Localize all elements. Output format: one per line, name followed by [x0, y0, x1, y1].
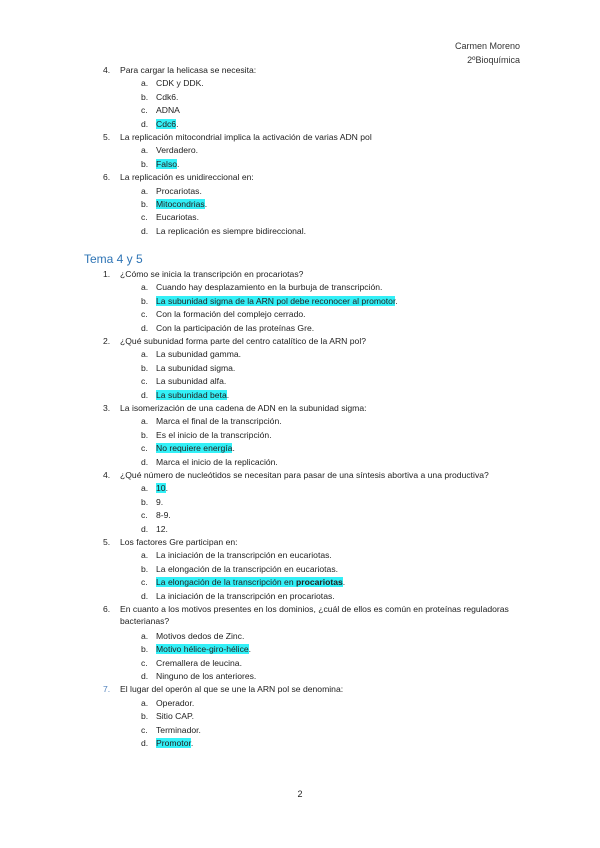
- option-letter: c.: [141, 309, 148, 320]
- option-label: Con la participación de las proteínas Gre.: [156, 322, 315, 333]
- option-letter: c.: [141, 510, 148, 521]
- option-text: [156, 549, 332, 561]
- option-label: Cdk6.: [156, 91, 179, 102]
- option-label: La replicación es siempre bidireccional.: [156, 225, 306, 236]
- option-letter: d.: [141, 671, 149, 681]
- option-label: Sitio CAP.: [156, 711, 195, 722]
- option-letter: a.: [141, 630, 149, 641]
- highlighted-answer: Promotor: [156, 738, 191, 748]
- option-label: Con la formación del complejo cerrado.: [156, 309, 306, 320]
- author-name: Carmen Moreno: [454, 41, 520, 51]
- option-label: 8-9.: [156, 510, 171, 521]
- question-number: 5.: [103, 132, 111, 142]
- option-suffix: .: [232, 443, 235, 454]
- course-name: 2ºBioquímica: [467, 55, 520, 65]
- option-letter: a.: [141, 483, 149, 494]
- question-number: 1.: [103, 269, 111, 279]
- option-label: 12.: [156, 523, 168, 534]
- option-label: La iniciación de la transcripción en eucariotas.: [156, 550, 332, 561]
- question-text: El lugar del operón al que se une la ARN pol se denomina:: [120, 684, 344, 695]
- option-label: La subunidad gamma.: [156, 349, 242, 360]
- option-letter: b.: [141, 711, 149, 722]
- question-number: 6.: [103, 172, 111, 183]
- question-number: 2.: [103, 336, 111, 346]
- option-label: Verdadero.: [156, 145, 199, 156]
- highlighted-answer: La subunidad sigma de la ARN pol debe reconocer al promotor: [156, 295, 396, 306]
- option-label: La subunidad sigma.: [156, 362, 236, 373]
- option-label: La subunidad alfa.: [156, 376, 227, 387]
- bold-text: procariotas: [295, 577, 343, 588]
- option-letter: b.: [141, 362, 149, 373]
- option-letter: d.: [141, 389, 149, 400]
- option-suffix: .: [248, 644, 252, 655]
- option-letter: c.: [141, 724, 148, 735]
- option-letter: c.: [141, 443, 148, 454]
- option-letter: d.: [141, 590, 149, 601]
- option-label: Marca el inicio de la replicación.: [156, 456, 278, 467]
- option-label: Cuando hay desplazamiento en la burbuja de transcripción.: [156, 282, 383, 293]
- option-suffix: .: [165, 483, 168, 494]
- option-label: Eucariotas.: [156, 212, 199, 223]
- option-text: [156, 657, 242, 669]
- option-letter: a.: [141, 145, 149, 156]
- option-label: ADNA: [156, 105, 180, 116]
- option-letter: a.: [141, 697, 149, 708]
- option-letter: a.: [141, 416, 149, 427]
- option-suffix: .: [204, 199, 208, 209]
- option-suffix: .: [395, 295, 398, 306]
- question-text: La isomerización de una cadena de ADN en la subunidad sigma:: [120, 403, 367, 413]
- option-letter: b.: [141, 496, 149, 507]
- option-text: [156, 590, 335, 602]
- option-suffix: .: [342, 577, 346, 588]
- option-text: [156, 737, 193, 749]
- question-number: 3.: [103, 403, 111, 413]
- option-letter: b.: [141, 563, 149, 574]
- option-label: Operador.: [156, 697, 195, 708]
- option-letter: d.: [141, 523, 149, 534]
- option-text: [156, 185, 202, 197]
- option-letter: c.: [141, 105, 148, 116]
- question-text: ¿Qué número de nucleótidos se necesitan para pasar de una síntesis abortiva a una productiva?: [120, 470, 489, 480]
- option-text: [156, 710, 194, 722]
- option-text: [156, 77, 204, 89]
- option-text: [156, 91, 178, 103]
- option-text: [156, 630, 244, 642]
- question-text: Para cargar la helicasa se necesita:: [120, 65, 257, 75]
- option-letter: d.: [141, 322, 149, 333]
- option-text: [156, 415, 282, 427]
- option-letter: a.: [141, 550, 149, 561]
- question-text: En cuanto a los motivos presentes en los dominios, ¿cuál de ellos es común en proteínas reguladoras bacterianas?: [120, 604, 509, 626]
- option-text: [156, 348, 241, 360]
- option-text: [156, 198, 207, 210]
- highlighted-answer: Mitocondrias: [156, 199, 205, 209]
- option-text: [156, 158, 179, 170]
- option-label: CDK y DDK.: [156, 78, 204, 89]
- question-text: La replicación es unidireccional en:: [120, 172, 254, 183]
- option-label: La elongación de la transcripción en eucariotas.: [156, 563, 339, 574]
- option-text: [156, 442, 235, 454]
- option-suffix: .: [190, 738, 194, 748]
- option-label: Procariotas.: [156, 185, 202, 196]
- highlighted-answer: La subunidad beta: [156, 389, 227, 400]
- option-letter: c.: [141, 376, 148, 387]
- option-letter: c.: [141, 577, 148, 588]
- question-number: 7.: [103, 684, 111, 695]
- option-letter: a.: [141, 349, 149, 360]
- highlighted-answer: No requiere energía: [156, 443, 233, 454]
- highlighted-answer: Falso: [156, 158, 178, 169]
- option-label: Ninguno de los anteriores.: [156, 671, 257, 681]
- option-letter: a.: [141, 185, 149, 196]
- option-label: Es el inicio de la transcripción.: [156, 429, 272, 440]
- option-label: La iniciación de la transcripción en procariotas.: [156, 590, 335, 601]
- option-letter: d.: [141, 456, 149, 467]
- question-number: 4.: [103, 470, 111, 480]
- option-letter: c.: [141, 657, 148, 668]
- page-header: [455, 39, 520, 67]
- option-text: [156, 496, 163, 508]
- option-letter: d.: [141, 118, 149, 129]
- option-letter: b.: [141, 295, 149, 306]
- option-text: [156, 281, 382, 293]
- option-suffix: .: [177, 158, 180, 169]
- question-number: 5.: [103, 537, 111, 547]
- page-number: 2: [297, 789, 303, 799]
- option-text: [156, 482, 168, 494]
- option-text: [156, 225, 306, 237]
- option-text: [156, 429, 272, 441]
- option-label: Marca el final de la transcripción.: [156, 416, 282, 427]
- option-text: [156, 563, 338, 575]
- option-text: [156, 576, 345, 588]
- question-text: ¿Cómo se inicia la transcripción en procariotas?: [120, 269, 304, 279]
- option-text: [156, 375, 226, 387]
- option-label: Cremallera de leucina.: [156, 657, 242, 668]
- option-text: [156, 670, 256, 682]
- option-letter: b.: [141, 429, 149, 440]
- highlighted-answer: Motivo hélice-giro-hélice: [156, 644, 249, 655]
- option-text: [156, 118, 178, 130]
- option-label: Motivos dedos de Zinc.: [156, 630, 245, 641]
- option-text: [156, 697, 194, 709]
- option-text: [156, 724, 201, 736]
- option-text: [156, 456, 278, 468]
- option-text: [156, 389, 229, 401]
- option-text: [156, 362, 235, 374]
- option-letter: a.: [141, 282, 149, 293]
- option-label: Terminador.: [156, 724, 201, 735]
- section-title: Tema 4 y 5: [84, 252, 143, 266]
- option-text: [156, 104, 180, 116]
- option-letter: a.: [141, 78, 149, 89]
- option-text: [156, 643, 251, 655]
- option-text: [156, 144, 198, 156]
- highlighted-answer: Cdc6: [156, 118, 177, 129]
- option-suffix: .: [176, 118, 179, 129]
- option-letter: d.: [141, 225, 149, 236]
- question-number: 4.: [103, 65, 111, 75]
- option-label: 9.: [156, 496, 164, 507]
- option-suffix: .: [226, 389, 230, 400]
- option-text: [156, 295, 398, 307]
- option-text: [156, 509, 171, 521]
- option-letter: b.: [141, 91, 149, 102]
- highlighted-answer: La elongación de la transcripción en procariotas: [156, 577, 343, 588]
- option-text: [156, 523, 168, 535]
- option-letter: b.: [141, 199, 149, 209]
- option-letter: b.: [141, 644, 149, 655]
- option-letter: d.: [141, 738, 149, 748]
- question-text: ¿Qué subunidad forma parte del centro catalítico de la ARN pol?: [120, 336, 367, 346]
- option-text: [156, 308, 306, 320]
- option-text: [156, 322, 314, 334]
- question-number: 6.: [103, 604, 111, 614]
- question-text: La replicación mitocondrial implica la activación de varias ADN pol: [120, 132, 372, 142]
- option-letter: b.: [141, 158, 149, 169]
- question-text: Los factores Gre participan en:: [120, 537, 238, 547]
- option-letter: c.: [141, 212, 148, 223]
- highlighted-answer: 10: [156, 483, 166, 494]
- option-text: [156, 211, 199, 223]
